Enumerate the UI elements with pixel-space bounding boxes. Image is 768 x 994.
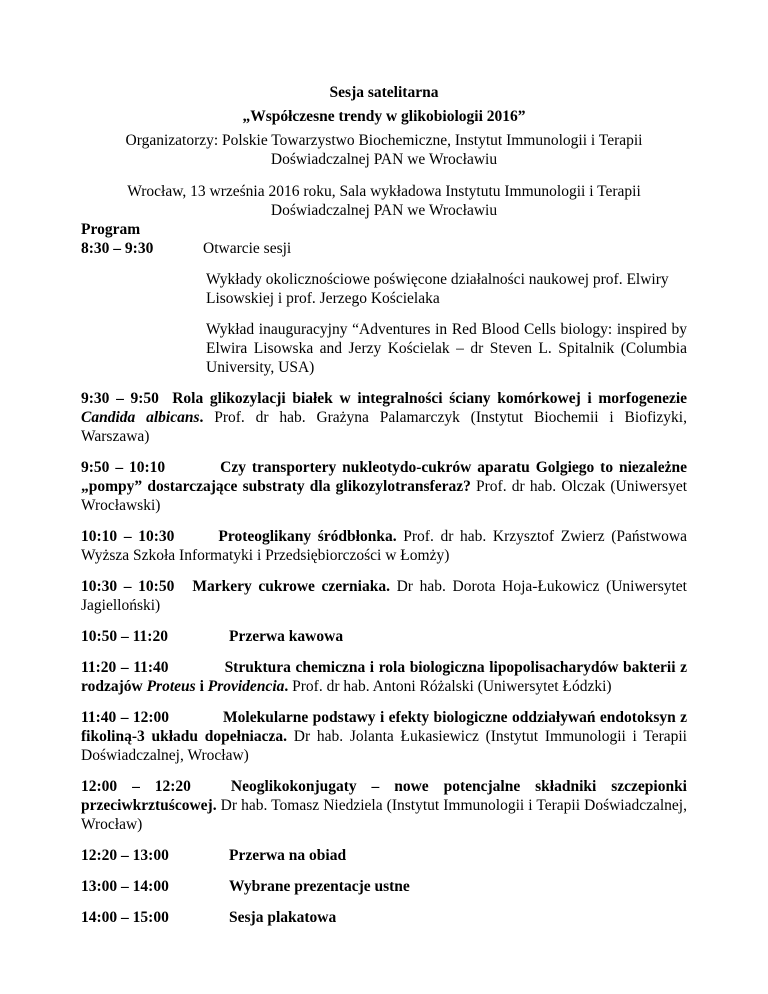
document-page — [81, 83, 687, 939]
item-speaker: Dr hab. Tomasz Niedziela (Instytut Immunologii i Terapii Doświadczalnej, Wrocław) — [81, 797, 687, 833]
venue-date: Wrocław, 13 września 2016 roku, Sala wykładowa Instytutu Immunologii i Terapii Doświadczalnej PAN we Wrocławiu — [127, 183, 641, 219]
item-time: 11:20 – 11:40 — [81, 659, 169, 676]
break-label: Przerwa kawowa — [229, 628, 344, 645]
item-title: Proteoglikany śródbłonka. — [218, 528, 397, 545]
session-subtitle: „Współczesne trendy w glikobiologii 2016” — [242, 108, 526, 125]
program-break — [81, 908, 687, 927]
item-speaker: Prof. dr hab. Antoni Różalski (Uniwersytet Łódzki) — [288, 678, 612, 695]
organizers: Organizatorzy: Polskie Towarzystwo Biochemiczne, Instytut Immunologii i Terapii Doświadczalnej PAN we Wrocławiu — [125, 132, 643, 168]
program-item — [81, 577, 687, 615]
item-speaker: Prof. dr hab. Grażyna Palamarczyk (Instytut Biochemii i Biofizyki, Warszawa) — [81, 409, 687, 445]
item-title-italic: Proteus — [146, 678, 196, 695]
item-title: Czy transportery nukleotydo-cukrów aparatu Golgiego to niezależne „pompy” dostarczające substraty dla glikozylotransferaz? — [81, 459, 687, 495]
item-speaker: Prof. dr hab. Krzysztof Zwierz (Państwowa Wyższa Szkoła Informatyki i Przedsiębiorczości w Łomży) — [81, 528, 688, 564]
program-break — [81, 846, 687, 865]
break-label: Sesja plakatowa — [229, 909, 337, 926]
item-title: Rola glikozylacji białek w integralności ściany komórkowej i morfogenezie — [172, 390, 688, 407]
break-time: 10:50 – 11:20 — [81, 628, 168, 645]
item-time: 9:30 – 9:50 — [81, 390, 159, 407]
item-title: Struktura chemiczna i rola biologiczna lipopolisacharydów bakterii z rodzajów — [81, 659, 687, 695]
item-title: Molekularne podstawy i efekty biologiczne oddziaływań endotoksyn z fikoliną-3 układu dopełniacza. — [81, 709, 687, 745]
break-time: 12:20 – 13:00 — [81, 847, 169, 864]
program-item — [81, 658, 687, 696]
item-time: 11:40 – 12:00 — [81, 709, 170, 726]
item-speaker: Prof. dr hab. Olczak (Uniwersyet Wrocławski) — [81, 478, 688, 514]
inaugural-lecture: Wykład inauguracyjny “Adventures in Red Blood Cells biology: inspired by Elwira Lisowska and Jerzy Kościelak – dr Steven L. Spitalnik (Columbia University, USA) — [206, 321, 687, 376]
item-title-italic-2: Providencia — [207, 678, 285, 695]
opening-lectures: Wykłady okolicznościowe poświęcone działalności naukowej prof. Elwiry Lisowskiej i prof. Jerzego Kościelaka — [206, 271, 669, 307]
break-time: 14:00 – 15:00 — [81, 909, 169, 926]
item-title-end: . — [284, 678, 289, 695]
item-speaker: Dr hab. Dorota Hoja-Łukowicz (Uniwersytet Jagielloński) — [81, 578, 687, 614]
item-time: 12:00 – 12:20 — [81, 778, 191, 795]
program-item — [81, 708, 687, 765]
item-time: 10:30 – 10:50 — [81, 578, 175, 595]
program-item-opening — [81, 239, 687, 258]
item-title-mid: i — [199, 678, 204, 695]
item-title: Neoglikokonjugaty – nowe potencjalne składniki szczepionki przeciwkrztuścowej. — [81, 778, 687, 814]
item-title-end: . — [199, 409, 204, 426]
item-title-italic: Candida albicans — [81, 409, 200, 426]
program-item — [81, 527, 687, 565]
item-time: 10:10 – 10:30 — [81, 528, 175, 545]
item-time: 9:50 – 10:10 — [81, 459, 166, 476]
program-break — [81, 877, 687, 896]
session-title: Sesja satelitarna — [329, 84, 439, 101]
program-item — [81, 389, 687, 446]
program-heading: Program — [81, 221, 141, 238]
program-break — [81, 627, 687, 646]
opening-time: 8:30 – 9:30 — [81, 240, 154, 257]
break-label: Wybrane prezentacje ustne — [229, 878, 410, 895]
program-item — [81, 458, 687, 515]
item-speaker: Dr hab. Jolanta Łukasiewicz (Instytut Immunologii i Terapii Doświadczalnej, Wrocław) — [81, 728, 687, 764]
break-time: 13:00 – 14:00 — [81, 878, 169, 895]
break-label: Przerwa na obiad — [229, 847, 347, 864]
item-title: Markery cukrowe czerniaka. — [192, 578, 390, 595]
program-item — [81, 777, 687, 834]
opening-label: Otwarcie sesji — [203, 240, 292, 257]
